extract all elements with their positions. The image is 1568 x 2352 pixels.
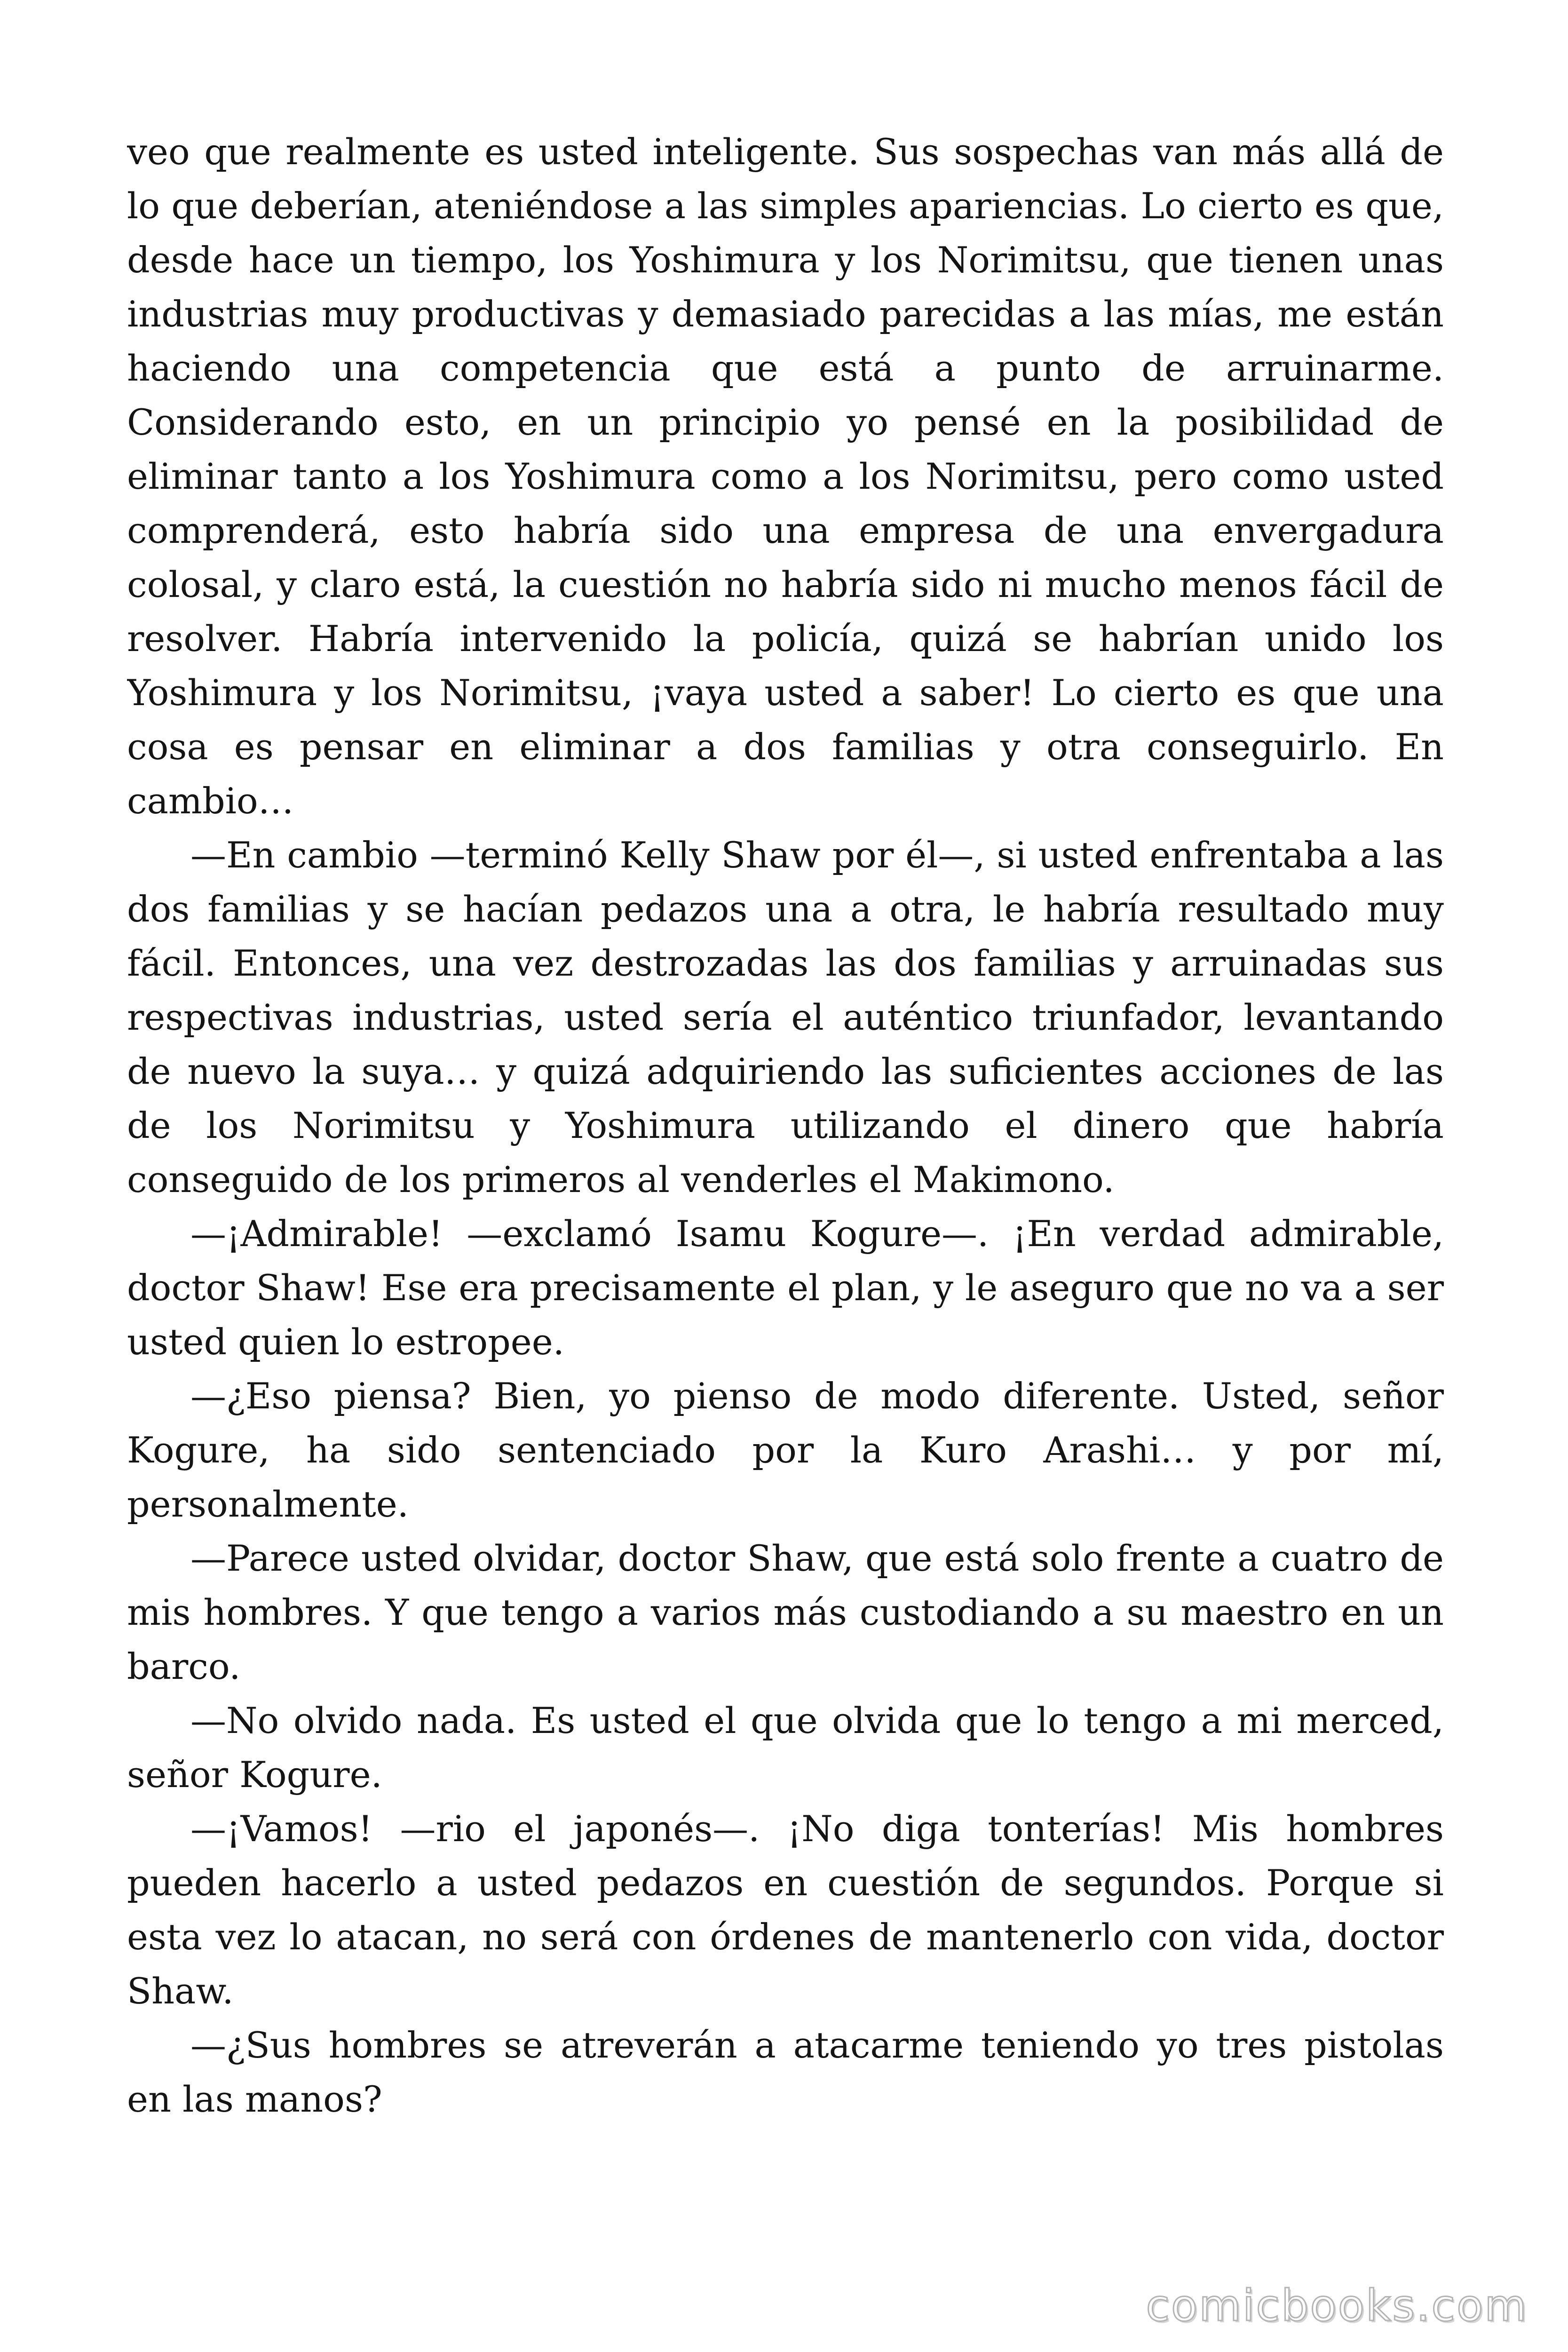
- paragraph-5: —Parece usted olvidar, doctor Shaw, que está solo frente a cuatro de mis hombres. Y que tengo a varios más custodiando a su maestro en un barco.: [127, 1537, 1444, 1687]
- book-page: [127, 125, 1444, 2194]
- paragraph-3: —¡Admirable! —exclamó Isamu Kogure—. ¡En verdad admirable, doctor Shaw! Ese era precisamente el plan, y le aseguro que no va a ser usted quien lo estropee.: [127, 1213, 1444, 1363]
- watermark-text: comicbooks.com: [1146, 2280, 1528, 2331]
- paragraph-2: —En cambio —terminó Kelly Shaw por él—, si usted enfrentaba a las dos familias y se hacían pedazos una a otra, le habría resultado muy fácil. Entonces, una vez destrozadas las dos familias y arruinadas sus respectivas industrias, usted sería el auténtico triunfador, levantando de nuevo la suya… y quizá adquiriendo las suficientes acciones de las de los Norimitsu y Yoshimura utilizando el dinero que habría conseguido de los primeros al venderles el Makimono.: [127, 834, 1444, 1200]
- paragraph-6: —No olvido nada. Es usted el que olvida que lo tengo a mi merced, señor Kogure.: [127, 1700, 1444, 1796]
- paragraph-7: —¡Vamos! —rio el japonés—. ¡No diga tonterías! Mis hombres pueden hacerlo a usted pedazos en cuestión de segundos. Porque si esta vez lo atacan, no será con órdenes de mantenerlo con vida, doctor Shaw.: [127, 1808, 1444, 2012]
- paragraph-4: —¿Eso piensa? Bien, yo pienso de modo diferente. Usted, señor Kogure, ha sido sentenciado por la Kuro Arashi… y por mí, personalmente.: [127, 1375, 1444, 1525]
- paragraph-1: veo que realmente es usted inteligente. Sus sospechas van más allá de lo que deberían, ateniéndose a las simples apariencias. Lo cierto es que, desde hace un tiempo, los Yoshimura y los Norimitsu, que tienen unas industrias muy productivas y demasiado parecidas a las mías, me están haciendo una competencia que está a punto de arruinarme. Considerando esto, en un principio yo pensé en la posibilidad de eliminar tanto a los Yoshimura como a los Norimitsu, pero como usted comprenderá, esto habría sido una empresa de una envergadura colosal, y claro está, la cuestión no habría sido ni mucho menos fácil de resolver. Habría intervenido la policía, quizá se habrían unido los Yoshimura y los Norimitsu, ¡vaya usted a saber! Lo cierto es que una cosa es pensar en eliminar a dos familias y otra conseguirlo. En cambio…: [127, 131, 1444, 822]
- paragraph-8: —¿Sus hombres se atreverán a atacarme teniendo yo tres pistolas en las manos?: [127, 2024, 1444, 2120]
- body-text: [127, 125, 1444, 2126]
